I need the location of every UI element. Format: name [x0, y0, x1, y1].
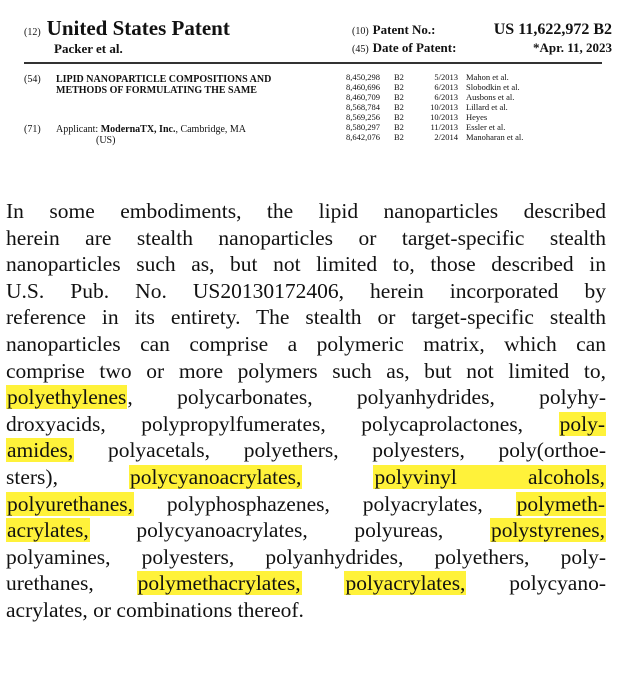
- paragraph-line: [6, 491, 606, 518]
- patent-number: US 11,622,972 B2: [493, 21, 612, 38]
- inid-code: (12): [24, 27, 41, 38]
- inventor-name: Packer et al.: [54, 41, 123, 56]
- reference-author: Essler et al.: [466, 122, 506, 132]
- paragraph-line: [6, 278, 606, 305]
- patent-date-line: [352, 40, 612, 58]
- reference-row: [346, 72, 606, 82]
- applicant-text: [56, 124, 306, 135]
- paragraph-line: [6, 304, 606, 331]
- reference-date: 5/2013: [434, 72, 458, 82]
- inid-code: (10): [352, 26, 369, 37]
- reference-row: [346, 92, 606, 102]
- inid-code: (54): [24, 74, 41, 85]
- reference-date: 6/2013: [434, 82, 458, 92]
- reference-author: Slobodkin et al.: [466, 82, 520, 92]
- reference-author: Manoharan et al.: [466, 132, 524, 142]
- reference-kind: B2: [394, 82, 404, 92]
- highlighted-term: polymethacrylates,: [137, 571, 301, 596]
- reference-number: 8,569,256: [346, 112, 380, 122]
- reference-number: 8,460,709: [346, 92, 380, 102]
- text-segment: , polycarbonates, polyanhydrides, polyhy-: [127, 385, 606, 410]
- text-segment: droxyacids, polypropylfumerates, polycaprolactones,: [6, 411, 559, 436]
- text-segment: polyamines, polyesters, polyanhydrides, polyethers, poly-: [6, 544, 606, 569]
- reference-date: 10/2013: [430, 112, 458, 122]
- reference-date: 2/2014: [434, 132, 458, 142]
- reference-row: [346, 102, 606, 112]
- text-segment: polycyano-: [466, 571, 606, 596]
- highlighted-term: amides,: [7, 438, 74, 463]
- paragraph-line: [6, 597, 606, 624]
- inid-code: (45): [352, 44, 369, 55]
- reference-row: [346, 112, 606, 122]
- text-segment: nanoparticles such as, but not limited to, those described in: [6, 252, 606, 277]
- highlighted-term: polyethylenes: [7, 385, 127, 410]
- reference-author: Lillard et al.: [466, 102, 508, 112]
- reference-author: Heyes: [466, 112, 488, 122]
- reference-number: 8,460,696: [346, 82, 380, 92]
- text-segment: polyphosphazenes, polyacrylates,: [133, 491, 516, 516]
- patent-type-line: [24, 16, 230, 41]
- paragraph-line: [6, 384, 606, 411]
- text-segment: comprise two or more polymers such as, but not limited to,: [6, 358, 606, 383]
- applicant-label: Applicant:: [56, 124, 99, 135]
- patent-header: [0, 0, 623, 175]
- patent-number-label: Patent No.:: [372, 22, 436, 37]
- highlighted-term: polyvinyl alcohols,: [374, 464, 606, 489]
- text-segment: [302, 465, 373, 489]
- applicant-location: , Cambridge, MA: [175, 124, 246, 135]
- reference-date: 6/2013: [434, 92, 458, 102]
- reference-row: [346, 122, 606, 132]
- inid-code: (71): [24, 124, 41, 135]
- paragraph-line: [6, 358, 606, 385]
- paragraph-line: [6, 331, 606, 358]
- text-segment: polyacetals, polyethers, polyesters, poly(orthoe-: [74, 438, 606, 463]
- text-segment: nanoparticles can comprise a polymeric matrix, which can: [6, 331, 606, 356]
- patent-number-line: [352, 22, 612, 40]
- reference-date: 11/2013: [430, 122, 458, 132]
- paragraph-line: [6, 437, 606, 464]
- reference-row: [346, 82, 606, 92]
- paragraph-line: [6, 464, 606, 491]
- reference-kind: B2: [394, 122, 404, 132]
- header-divider: [24, 62, 602, 64]
- reference-list: [346, 72, 606, 142]
- text-segment: U.S. Pub. No. US20130172406, herein incorporated by: [6, 278, 606, 303]
- paragraph-line: [6, 517, 606, 544]
- paragraph-line: [6, 411, 606, 438]
- highlighted-term: polyacrylates,: [345, 571, 466, 596]
- text-segment: urethanes,: [6, 571, 137, 596]
- text-segment: polycyanoacrylates, polyureas,: [89, 518, 490, 543]
- paragraph-line: [6, 198, 606, 225]
- text-segment: [302, 571, 345, 595]
- reference-number: 8,580,297: [346, 122, 380, 132]
- reference-kind: B2: [394, 72, 404, 82]
- reference-number: 8,568,784: [346, 102, 380, 112]
- paragraph-line: [6, 251, 606, 278]
- text-segment: reference in its entirety. The stealth or target-specific stealth: [6, 305, 606, 330]
- reference-author: Mahon et al.: [466, 72, 509, 82]
- text-segment: sters),: [6, 464, 130, 489]
- text-segment: In some embodiments, the lipid nanoparticles described: [6, 199, 606, 223]
- highlighted-term: polycyanoacrylates,: [130, 464, 302, 489]
- reference-kind: B2: [394, 102, 404, 112]
- highlighted-term: polyurethanes,: [7, 491, 133, 516]
- highlighted-term: polystyrenes,: [490, 518, 605, 543]
- reference-row: [346, 132, 606, 142]
- description-paragraph: [6, 198, 606, 624]
- applicant-country: (US): [96, 135, 116, 146]
- patent-header-right: [352, 22, 612, 58]
- patent-date: *Apr. 11, 2023: [533, 40, 612, 55]
- highlighted-term: acrylates,: [7, 518, 89, 543]
- paragraph-line: [6, 544, 606, 571]
- reference-author: Ausbons et al.: [466, 92, 515, 102]
- patent-type-title: United States Patent: [46, 16, 230, 40]
- reference-kind: B2: [394, 132, 404, 142]
- patent-header-left: [24, 16, 230, 57]
- text-segment: acrylates, or combinations thereof.: [6, 597, 304, 622]
- highlighted-term: polymeth-: [516, 491, 605, 516]
- applicant-name: ModernaTX, Inc.: [100, 124, 176, 135]
- paragraph-line: [6, 570, 606, 597]
- reference-kind: B2: [394, 112, 404, 122]
- paragraph-line: [6, 225, 606, 252]
- reference-kind: B2: [394, 92, 404, 102]
- reference-number: 8,450,298: [346, 72, 380, 82]
- reference-number: 8,642,076: [346, 132, 380, 142]
- highlighted-term: poly-: [559, 411, 605, 436]
- patent-date-label: Date of Patent:: [372, 40, 457, 55]
- text-segment: herein are stealth nanoparticles or target-specific stealth: [6, 225, 606, 250]
- reference-date: 10/2013: [430, 102, 458, 112]
- invention-title: LIPID NANOPARTICLE COMPOSITIONS AND METHODS OF FORMULATING THE SAME: [56, 74, 272, 96]
